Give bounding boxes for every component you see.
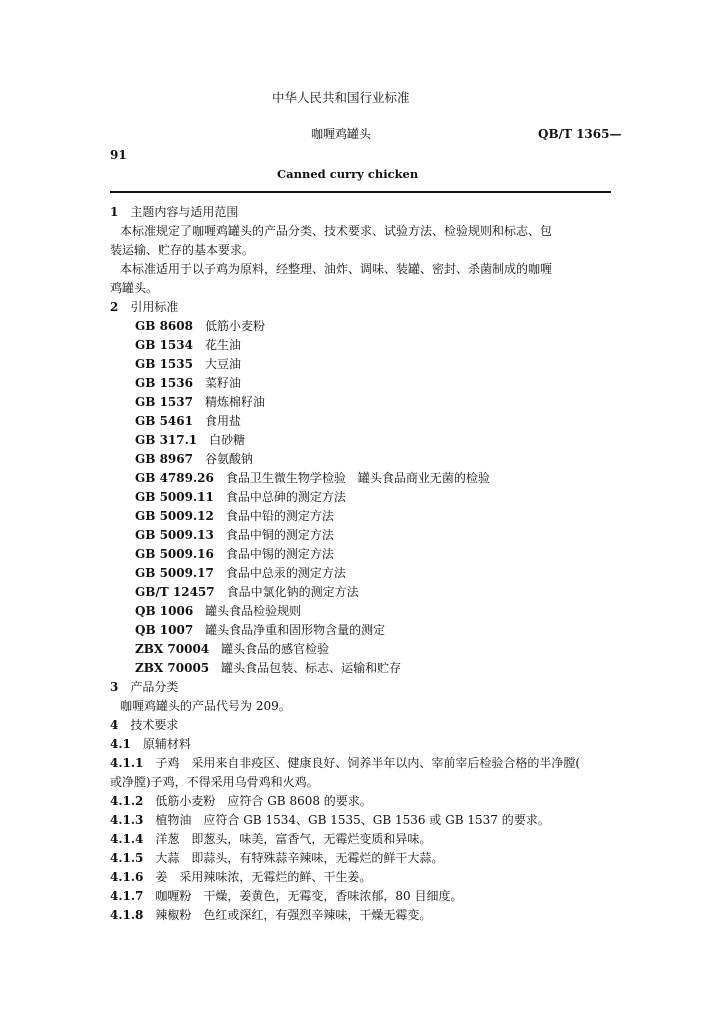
doc-code-continuation: 91 bbox=[110, 148, 127, 162]
clause-continuation: 或净膛)子鸡，不得采用乌骨鸡和火鸡。 bbox=[110, 775, 319, 789]
clause-text: 植物油 应符合 GB 1534、GB 1535、GB 1536 或 GB 1537 的要求。 bbox=[155, 813, 550, 827]
clause-line bbox=[110, 811, 605, 830]
reference-title: 罐头食品的感官检验 bbox=[221, 642, 330, 656]
clause-text: 辣椒粉 色红或深红，有强烈辛辣味，干燥无霉变。 bbox=[155, 908, 432, 922]
clause-number: 4.1.7 bbox=[110, 889, 144, 903]
reference-title: 食用盐 bbox=[204, 414, 241, 428]
reference-item bbox=[110, 488, 605, 507]
reference-code: GB 317.1 bbox=[135, 433, 198, 447]
section-title: 技术要求 bbox=[130, 718, 179, 732]
clause-number: 4.1.1 bbox=[110, 756, 144, 770]
section-heading bbox=[110, 298, 605, 317]
reference-item bbox=[110, 317, 605, 336]
section-title: 产品分类 bbox=[130, 680, 179, 694]
reference-code: GB 5009.13 bbox=[135, 528, 214, 542]
paragraph-line: 本标准规定了咖喱鸡罐头的产品分类、技术要求、试验方法、检验规则和标志、包 bbox=[120, 224, 553, 238]
reference-code: GB 8967 bbox=[135, 452, 193, 466]
reference-title: 食品中总砷的测定方法 bbox=[225, 490, 346, 504]
section-heading bbox=[110, 203, 605, 222]
reference-code: GB 4789.26 bbox=[135, 471, 214, 485]
clause-text: 洋葱 即葱头，味美，富香气，无霉烂变质和异味。 bbox=[155, 832, 432, 846]
paragraph-line: 咖喱鸡罐头的产品代号为 209。 bbox=[120, 699, 291, 713]
reference-title: 白砂糖 bbox=[209, 433, 246, 447]
section-heading bbox=[110, 716, 605, 735]
reference-item bbox=[110, 545, 605, 564]
clause-text: 大蒜 即蒜头，有特殊蒜辛辣味，无霉烂的鲜干大蒜。 bbox=[155, 851, 444, 865]
clause-text: 子鸡 采用来自非疫区、健康良好、饲养半年以内、宰前宰后检验合格的半净膛( bbox=[155, 756, 581, 770]
reference-item bbox=[110, 469, 605, 488]
standard-title: 中华人民共和国行业标准 bbox=[272, 90, 410, 105]
reference-title: 菜籽油 bbox=[204, 376, 241, 390]
reference-code: QB 1007 bbox=[135, 623, 194, 637]
clause-line bbox=[110, 906, 605, 925]
reference-code: ZBX 70004 bbox=[135, 642, 210, 656]
clause-number: 4.1.2 bbox=[110, 794, 144, 808]
reference-item bbox=[110, 583, 605, 602]
reference-item bbox=[110, 659, 605, 678]
reference-title: 食品中铜的测定方法 bbox=[225, 528, 334, 542]
reference-item bbox=[110, 640, 605, 659]
clause-line bbox=[110, 868, 605, 887]
section-number: 4 bbox=[110, 718, 119, 732]
reference-code: ZBX 70005 bbox=[135, 661, 210, 675]
clause-line bbox=[110, 887, 605, 906]
reference-code: GB 1535 bbox=[135, 357, 193, 371]
reference-code: GB 5461 bbox=[135, 414, 193, 428]
reference-item bbox=[110, 507, 605, 526]
reference-code: GB 5009.17 bbox=[135, 566, 214, 580]
reference-item bbox=[110, 602, 605, 621]
reference-code: GB 1537 bbox=[135, 395, 193, 409]
reference-item bbox=[110, 621, 605, 640]
reference-code: GB 5009.16 bbox=[135, 547, 214, 561]
reference-item bbox=[110, 431, 605, 450]
paragraph-line: 本标准适用于以子鸡为原料，经整理、油炸、调味、装罐、密封、杀菌制成的咖喱 bbox=[120, 262, 553, 276]
doc-code: QB/T 1365— bbox=[538, 127, 622, 141]
reference-item bbox=[110, 412, 605, 431]
section-title: 主题内容与适用范围 bbox=[130, 205, 239, 219]
reference-title: 罐头食品检验规则 bbox=[205, 604, 302, 618]
reference-title: 罐头食品净重和固形物含量的测定 bbox=[205, 623, 386, 637]
doc-name: 咖喱鸡罐头 bbox=[311, 127, 372, 141]
clause-line bbox=[110, 792, 605, 811]
reference-title: 食品中锡的测定方法 bbox=[225, 547, 334, 561]
section-number: 1 bbox=[110, 205, 119, 219]
clause-line bbox=[110, 754, 605, 773]
reference-item bbox=[110, 564, 605, 583]
section-number: 2 bbox=[110, 300, 119, 314]
reference-code: GB 5009.12 bbox=[135, 509, 214, 523]
subsection-title: 原辅材料 bbox=[142, 737, 191, 751]
reference-title: 食品中氯化钠的测定方法 bbox=[226, 585, 359, 599]
section-number: 3 bbox=[110, 680, 119, 694]
clause-text: 咖喱粉 干燥，姜黄色，无霉变，香味浓郁，80 目细度。 bbox=[155, 889, 463, 903]
subsection-number: 4.1 bbox=[110, 737, 131, 751]
reference-item bbox=[110, 336, 605, 355]
clause-number: 4.1.5 bbox=[110, 851, 144, 865]
reference-code: GB 8608 bbox=[135, 319, 193, 333]
clause-number: 4.1.4 bbox=[110, 832, 144, 846]
reference-title: 食品中总汞的测定方法 bbox=[225, 566, 346, 580]
reference-title: 罐头食品包装、标志、运输和贮存 bbox=[221, 661, 402, 675]
reference-title: 低筋小麦粉 bbox=[204, 319, 265, 333]
reference-code: GB 1534 bbox=[135, 338, 193, 352]
reference-item bbox=[110, 355, 605, 374]
clause-number: 4.1.6 bbox=[110, 870, 144, 884]
clause-text: 低筋小麦粉 应符合 GB 8608 的要求。 bbox=[155, 794, 372, 808]
document-body bbox=[110, 203, 605, 925]
clause-number: 4.1.3 bbox=[110, 813, 144, 827]
reference-title: 食品卫生微生物学检验 罐头食品商业无菌的检验 bbox=[225, 471, 490, 485]
reference-item bbox=[110, 450, 605, 469]
reference-title: 谷氨酸钠 bbox=[204, 452, 253, 466]
reference-title: 花生油 bbox=[204, 338, 241, 352]
reference-code: GB 5009.11 bbox=[135, 490, 214, 504]
clause-line bbox=[110, 849, 605, 868]
clause-text: 姜 采用辣味浓，无霉烂的鲜、干生姜。 bbox=[155, 870, 372, 884]
subsection-heading bbox=[110, 735, 605, 754]
reference-code: QB 1006 bbox=[135, 604, 194, 618]
section-heading bbox=[110, 678, 605, 697]
clause-number: 4.1.8 bbox=[110, 908, 144, 922]
reference-item bbox=[110, 526, 605, 545]
reference-title: 精炼棉籽油 bbox=[204, 395, 265, 409]
reference-title: 大豆油 bbox=[204, 357, 241, 371]
paragraph-line: 鸡罐头。 bbox=[110, 281, 159, 295]
paragraph-line: 装运输、贮存的基本要求。 bbox=[110, 243, 255, 257]
reference-title: 食品中铅的测定方法 bbox=[225, 509, 334, 523]
reference-item bbox=[110, 393, 605, 412]
section-title: 引用标准 bbox=[130, 300, 179, 314]
reference-code: GB/T 12457 bbox=[135, 585, 215, 599]
header-divider bbox=[110, 191, 611, 193]
clause-line bbox=[110, 830, 605, 849]
english-title: Canned curry chicken bbox=[277, 167, 419, 181]
reference-code: GB 1536 bbox=[135, 376, 193, 390]
reference-item bbox=[110, 374, 605, 393]
